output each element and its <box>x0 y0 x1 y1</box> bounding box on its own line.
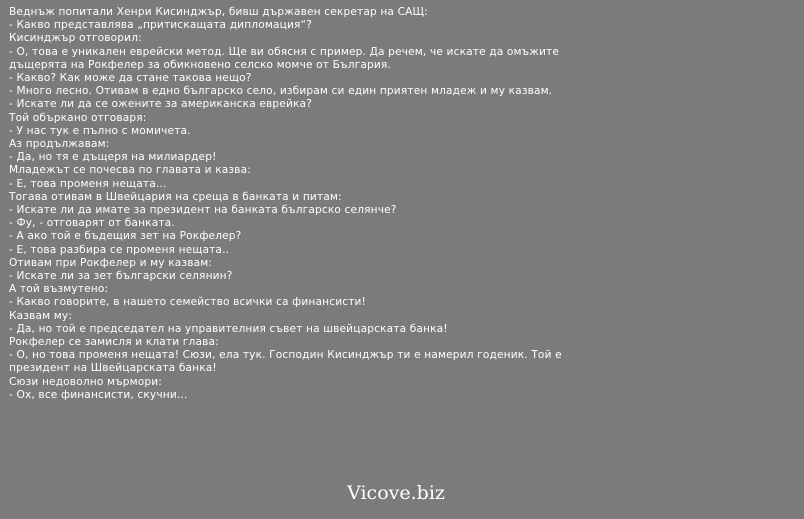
text-line: - А ако той е бъдещия зет на Рокфелер? <box>9 230 242 243</box>
text-line: - Фу, - отговарят от банката. <box>9 217 175 230</box>
text-line: - Да, но той е председател на управителния съвет на швейцарската банка! <box>9 322 448 335</box>
text-line: дъщерята на Рокфелер за обикновено селско момче от България. <box>9 58 391 71</box>
text-line: Казвам му: <box>9 309 73 322</box>
text-line: - Какво представлява „притискащата дипломация“? <box>9 19 312 32</box>
text-line: - Какво говорите, в нашето семейство всички са финансисти! <box>9 296 366 309</box>
text-line: президент на Швейцарската банка! <box>9 362 217 375</box>
text-line: Аз продължавам: <box>9 138 110 151</box>
text-line: - Искате ли да имате за президент на банката българско селянче? <box>9 204 397 217</box>
text-line: - Искате ли да се ожените за американска еврейка? <box>9 98 312 111</box>
text-line: Отивам при Рокфелер и му казвам: <box>9 256 213 269</box>
site-watermark: Vicove.biz <box>347 482 445 504</box>
text-line: - Искате ли за зет български селянин? <box>9 270 233 283</box>
text-line: - О, но това променя нещата! Сюзи, ела тук. Господин Кисинджър ти е намерил годеник. Той е <box>9 349 562 362</box>
text-line: - Какво? Как може да стане такова нещо? <box>9 72 252 85</box>
text-line: - О, това е уникален еврейски метод. Ще ви обясня с пример. Да речем, че искате да омъжите <box>9 45 560 58</box>
text-line: Тогава отивам в Швейцария на среща в банката и питам: <box>9 190 342 203</box>
text-line: Той объркано отговаря: <box>9 111 147 124</box>
text-line: Веднъж попитали Хенри Кисинджър, бивш държавен секретар на САЩ: <box>9 6 428 18</box>
text-line: - Е, това променя нещата... <box>9 177 167 190</box>
text-line: - Да, но тя е дъщеря на милиардер! <box>9 151 217 164</box>
text-line: Рокфелер се замисля и клати глава: <box>9 336 219 349</box>
text-line: Младежът се почесва по главата и казва: <box>9 164 251 177</box>
text-line: Сюзи недоволно мърмори: <box>9 375 163 388</box>
text-line: - Ох, все финансисти, скучни... <box>9 388 188 401</box>
text-line: Кисинджър отговорил: <box>9 32 142 45</box>
text-line: - Е, това разбира се променя нещата.. <box>9 243 230 256</box>
text-line: - Много лесно. Отивам в едно българско село, избирам си един приятен младеж и му казвам. <box>9 85 553 98</box>
text-line: - У нас тук е пълно с момичета. <box>9 124 191 137</box>
text-line: А той възмутено: <box>9 283 109 296</box>
joke-text <box>9 6 795 402</box>
